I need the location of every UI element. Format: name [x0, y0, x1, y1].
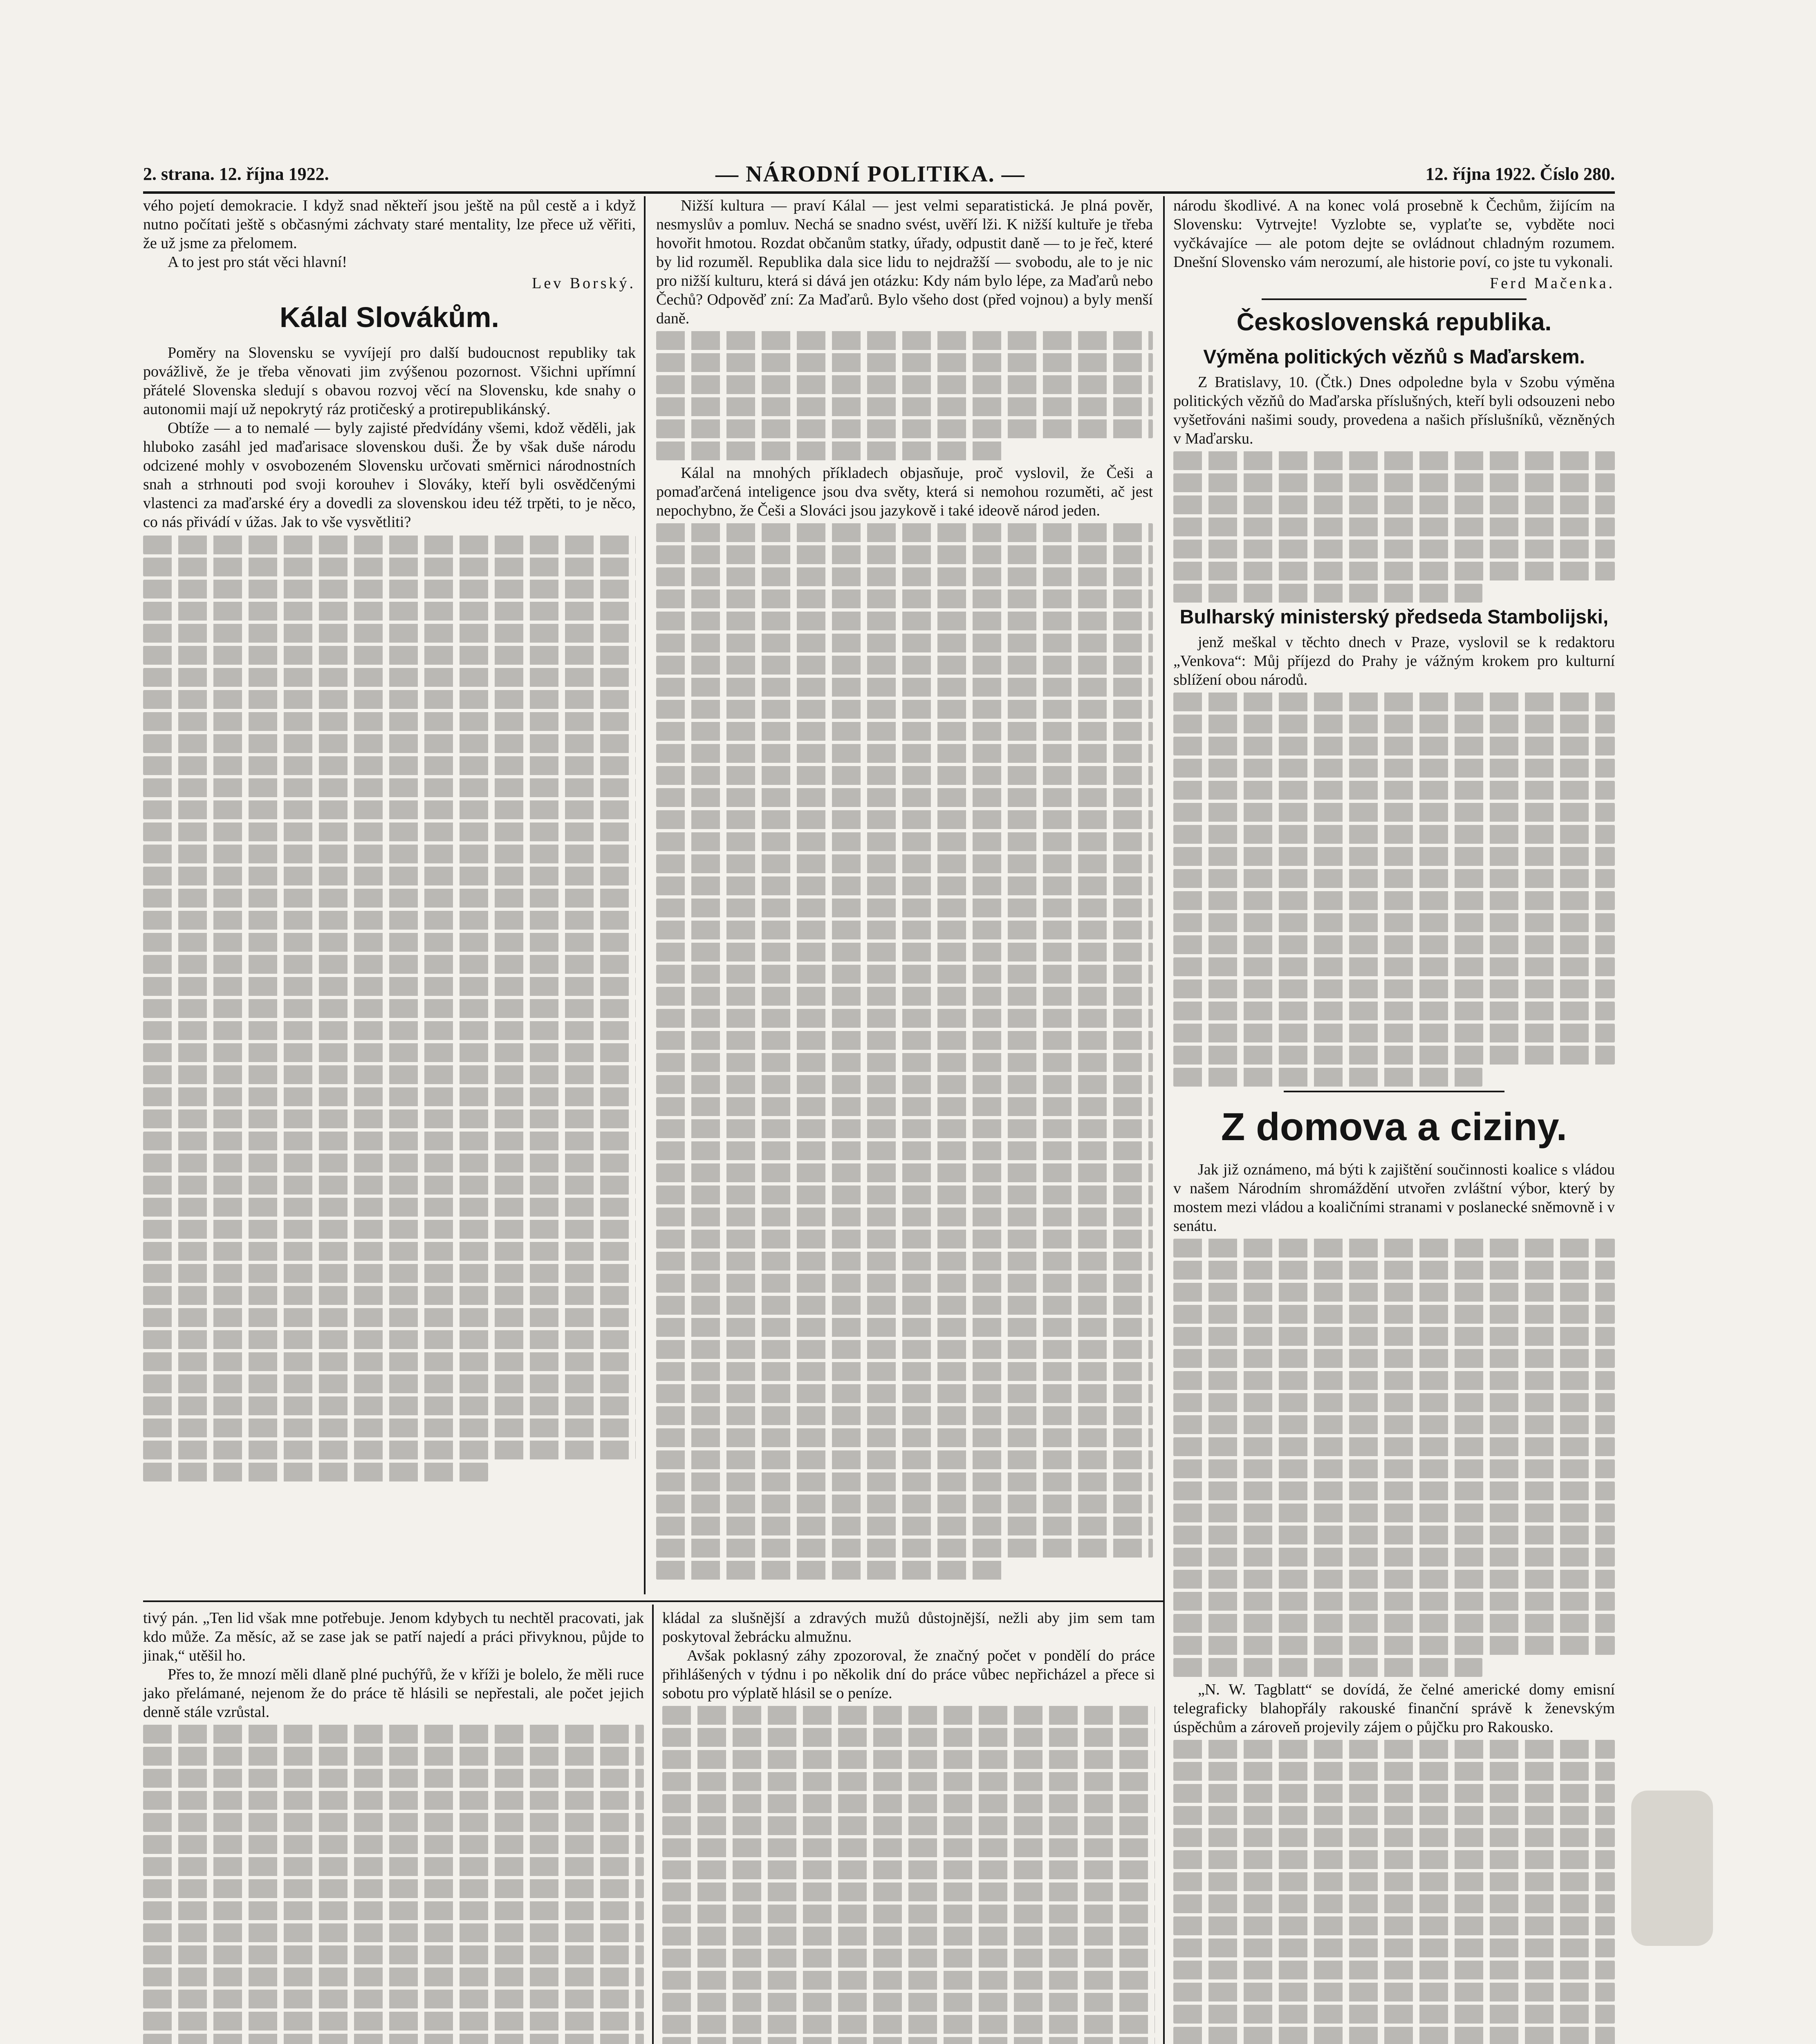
page-header — [143, 161, 1615, 188]
continuation-text — [143, 536, 636, 1481]
column-2 — [656, 196, 1153, 1583]
news-paragraph: Z Bratislavy, 10. (Čtk.) Dnes odpoledne byla v Szobu výměna politických vězňů do Maďarska příslušných, kteří byli odsouzeni nebo vyšetřováni našimi soudy, provedena a našich příslušníků, vězněných v Maďarsku. — [1173, 374, 1615, 447]
section-rule — [1284, 1091, 1504, 1092]
section-heading-large: Z domova a ciziny. — [1221, 1105, 1567, 1149]
article-end-text: vého pojetí demokracie. I když snad někteří jsou ještě na půl cestě a i když nutno počítati ještě s občasnými záchvaty staré mentality, lze přece už věřiti, že už jsme za přelomem. — [143, 197, 636, 252]
article-paragraph: Poměry na Slovensku se vyvíjejí pro další budoucnost republiky tak povážlivě, že je třeba věnovati jim zvýšenou pozornost. Všichni upřímní přátelé Slovenska sledují s obavou rozvoj věcí na Slovensku, kde snahy o autonomii mají už nepokrytý ráz protičeský a protirepublikánský. — [143, 344, 636, 418]
article-paragraph: Obtíže — a to nemalé — byly zajisté předvídány všemi, kdož věděli, jak hluboko zasáhl jed maďarisace slovenskou duši. Že by však duše národu odcizené mohly v osvobozeném Slovensku určovati směrnici národnostních snah a strhnouti pod svoji korouhev i Slováky, kteří byli osvědčenými vlastenci za maďarské éry a dovedli za slovenskou ideu též trpěti, to je něco, co nás přivádí v úžas. Jak to vše vysvětliti? — [143, 419, 636, 531]
news-paragraph: „N. W. Tagblatt“ se dovídá, že čelné americké domy emisní telegraficky blahopřály rakouské finanční správě k ženevským úspěchům a zároveň projevily zájem o půjčku pro Rakousko. — [1173, 1681, 1615, 1736]
article-closing: A to jest pro stát věci hlavní! — [168, 253, 348, 271]
bottom-section-rule — [143, 1600, 1163, 1602]
worn-paper-patch — [1631, 1791, 1713, 1946]
news-paragraph: Jak již oznámeno, má býti k zajištění součinnosti koalice s vládou v našem Národním shromáždění utvořen zvláštní výbor, který by mostem mezi vládou a koaličními stranami v poslanecké sněmovně i v senátu. — [1173, 1161, 1615, 1235]
column-3 — [1173, 196, 1615, 2044]
author-signature: Lev Borský. — [532, 275, 636, 292]
continuation-text — [1173, 693, 1615, 1087]
article-paragraph: Kálal na mnohých příkladech objasňuje, proč vyslovil, že Češi a pomaďarčená inteligence jsou dva světy, která si nemohou rozuměti, ač jest nepochybno, že Češi a Slováci jsou jazykově i také ideově národ jeden. — [656, 464, 1153, 519]
serial-paragraph: Avšak poklasný záhy zpozoroval, že značný počet v pondělí do práce přihlášených v týdnu i po několik dní do práce vůbec nepřicházel a přece si sobotu pro výplatě hlásil se o peníze. — [662, 1647, 1155, 1702]
date-number: 12. října 1922. Číslo 280. — [1425, 164, 1615, 184]
continuation-text — [143, 1725, 644, 2044]
header-rule — [143, 191, 1615, 194]
continuation-text — [1173, 1740, 1615, 2044]
author-signature: Ferd Mačenka. — [1490, 275, 1615, 292]
article-end-text: národu škodlivé. A na konec volá prosebně k Čechům, žijícím na Slovensku: Vytrvejte! Vyzlobte se, vyplaťte se, vybděte noci vyčkávajíce — ale potom dejte se ovládnout chladným rozumem. Dnešní Slovensko vám nerozumí, ale historie poví, co jste tu vykonali. — [1173, 197, 1615, 271]
serial-column-left — [143, 1609, 644, 2044]
continuation-text — [1173, 1239, 1615, 1677]
continuation-text — [656, 331, 1153, 460]
news-paragraph: jenž meškal v těchto dnech v Praze, vyslovil se k redaktoru „Venkova“: Můj příjezd do Prahy je vážným krokem pro kulturní sblížení obou národů. — [1173, 634, 1615, 688]
bottom-column-divider — [652, 1605, 654, 2044]
continuation-text — [662, 1706, 1155, 2044]
serial-paragraph: kládal za slušnější a zdravých mužů důstojnější, nežli aby jim sem tam poskytoval žebrácku almužnu. — [662, 1609, 1155, 1645]
section-rule — [1262, 298, 1527, 300]
serial-paragraph: Přes to, že mnozí měli dlaně plné puchýřů, že v kříži je bolelo, že měli ruce jako přelámané, nejenom že do práce tě hlásili se nepřestali, ale počet jejich denně stále vzrůstal. — [143, 1666, 644, 1721]
column-divider-1 — [644, 196, 646, 1594]
serial-column-right — [662, 1609, 1155, 2044]
continuation-text — [656, 523, 1153, 1580]
page-info: 2. strana. 12. října 1922. — [143, 164, 329, 184]
news-heading: Výměna politických vězňů s Maďarskem. — [1203, 346, 1585, 368]
news-heading: Bulharský ministerský předseda Stambolijski, — [1179, 606, 1609, 628]
serial-paragraph: tivý pán. „Ten lid však mne potřebuje. Jenom kdybych tu nechtěl pracovati, jak kdo může. Za měsíc, až se zase jak se patří najedí a práci přivyknou, půjde to jinak,“ utěšil ho. — [143, 1609, 644, 1664]
section-heading: Československá republika. — [1236, 308, 1552, 336]
article-paragraph: Nižší kultura — praví Kálal — jest velmi separatistická. Je plná pověr, nesmyslův a pomluv. Nechá se snadno svést, uvěří lži. K nižší kultuře je třeba hovořit hmotou. Rozdat občanům statky, úřady, odpustit daně — to je řeč, které by lid rozuměl. Republika dala sice lidu to nejdražší — svobodu, ale to je nic pro nižší kulturu, která si dává jen otázku: Kdy nám bylo lépe, za Maďarů nebo Čechů? Odpověď zní: Za Maďarů. Bylo všeho dost (před vojnou) a byly menší daně. — [656, 197, 1153, 327]
column-1 — [143, 196, 636, 1485]
article-heading: Kálal Slovákům. — [280, 301, 499, 333]
continuation-text — [1173, 451, 1615, 603]
masthead: — NÁRODNÍ POLITIKA. — — [715, 161, 1025, 187]
column-divider-2 — [1163, 196, 1165, 2044]
